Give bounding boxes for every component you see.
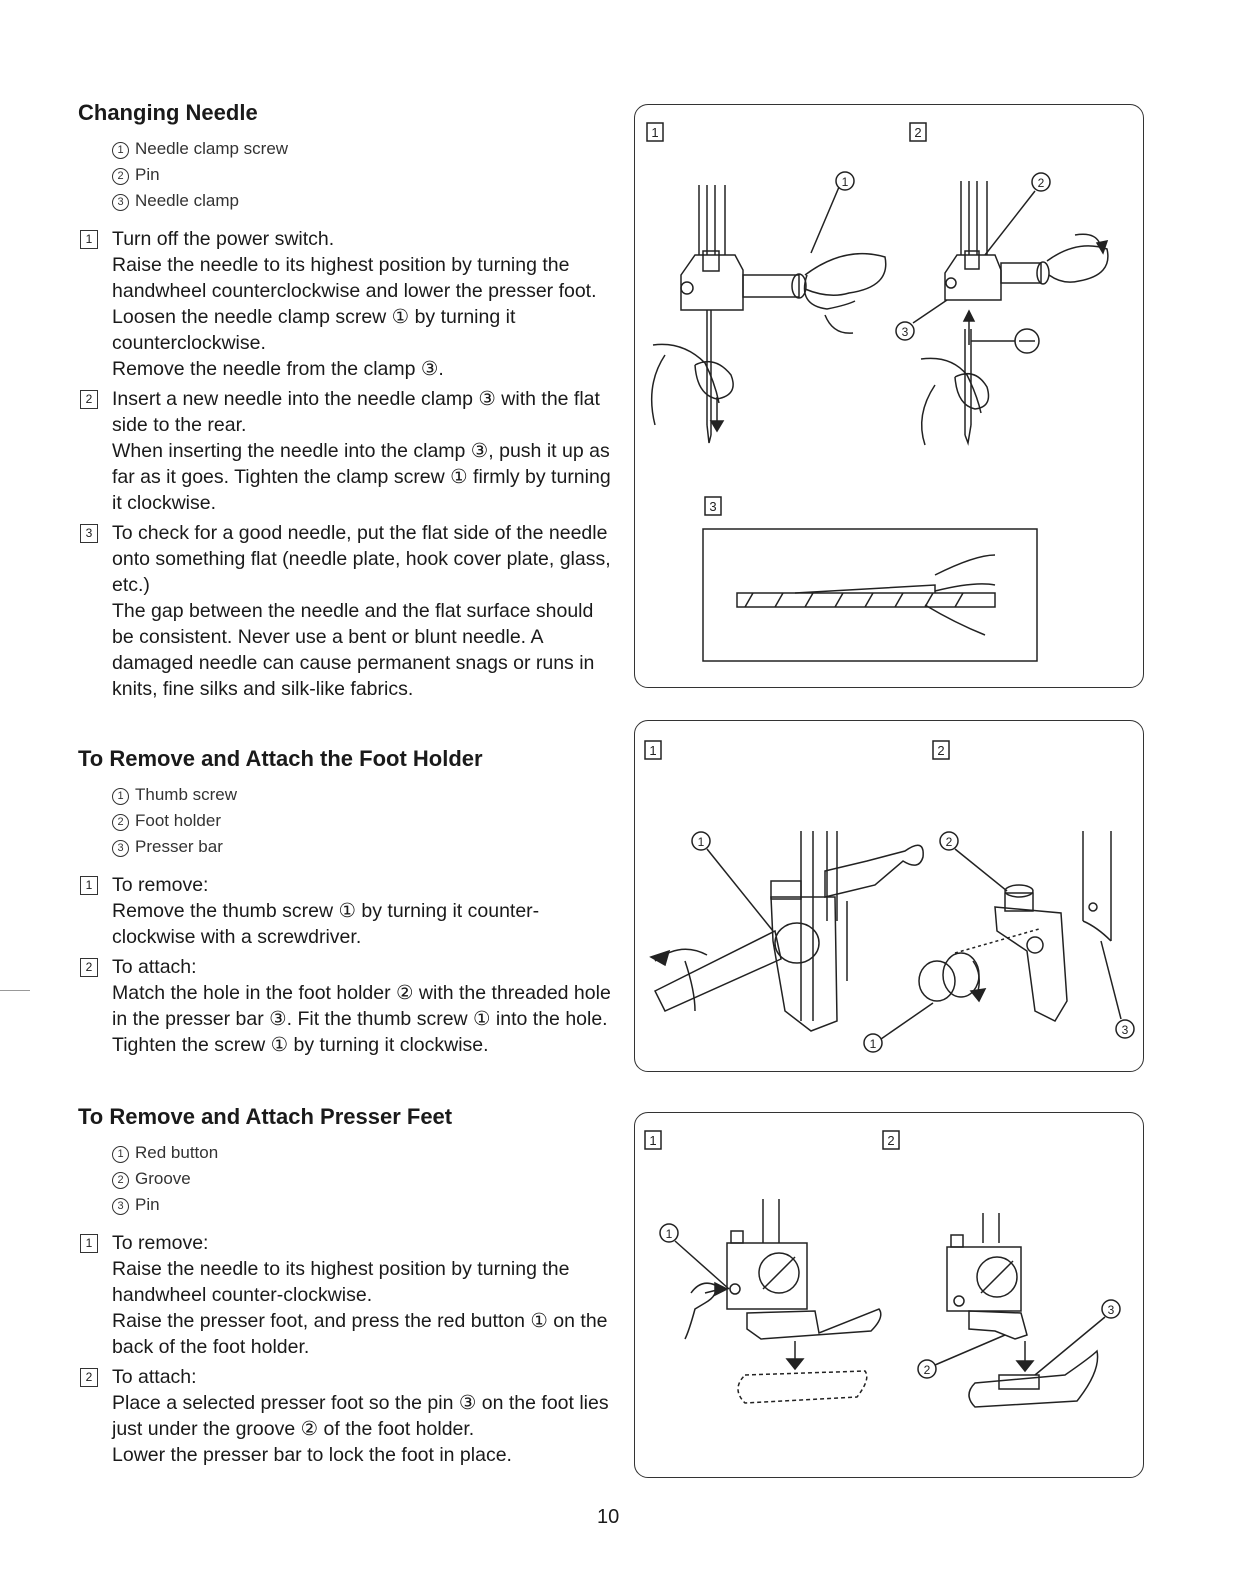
step-2: 2 To attach: Match the hole in the foot holder ② with the threaded hole in the presser bar ③. Fit the thumb screw ① into the hole. Tighten the screw ① by turning it clockwise. [78, 954, 618, 1058]
presser-feet-illustration [635, 1113, 1143, 1477]
legend-item: 2 Pin [112, 162, 618, 188]
section-changing-needle [78, 100, 618, 702]
presser-feet-illustration-panel [634, 1112, 1144, 1478]
step-1: 1 To remove: Raise the needle to its highest position by turning the handwheel counter-clockwise. Raise the presser foot, and press the red button ① on the back of the foot holder. [78, 1230, 618, 1360]
thumb-screw-attach-drawing [864, 831, 1134, 1052]
callout-number: 1 [841, 175, 849, 189]
needle-illustration-panel [634, 104, 1144, 688]
legend-item: 1 Red button [112, 1140, 618, 1166]
step-number: 2 [80, 1368, 98, 1387]
legend-item: 2 Foot holder [112, 808, 618, 834]
section-foot-holder [78, 746, 618, 1058]
legend-item: 3 Presser bar [112, 834, 618, 860]
legend-item: 1 Needle clamp screw [112, 136, 618, 162]
section-presser-feet [78, 1104, 618, 1468]
parts-legend [112, 136, 618, 214]
callout-number: 1 [697, 835, 705, 849]
callout-number: 3 [901, 325, 909, 339]
parts-legend [112, 782, 618, 860]
callout-number: 1 [869, 1037, 877, 1051]
callout-number: 1 [665, 1227, 673, 1241]
needle-illustration [635, 105, 1143, 687]
callout-number: 2 [923, 1363, 931, 1377]
parts-legend [112, 1140, 618, 1218]
foot-holder-illustration-panel [634, 720, 1144, 1072]
step-2: 2 Insert a new needle into the needle clamp ③ with the flat side to the rear. When inserting the needle into the clamp ③, push it up as far as it goes. Tighten the clamp screw ① firmly by turning it clockwise. [78, 386, 618, 516]
svg-text:1: 1 [649, 743, 657, 758]
section-title: To Remove and Attach the Foot Holder [78, 746, 483, 771]
legend-item: 3 Needle clamp [112, 188, 618, 214]
step-number: 2 [80, 958, 98, 977]
step-1: 1 To remove: Remove the thumb screw ① by turning it counter-clockwise with a screwdriver. [78, 872, 618, 950]
step-number: 2 [80, 390, 98, 409]
callout-number: 3 [1107, 1303, 1115, 1317]
section-title: Changing Needle [78, 100, 258, 125]
callout-number: 2 [1037, 176, 1045, 190]
step-2: 2 To attach: Place a selected presser foot so the pin ③ on the foot lies just under the groove ② of the foot holder. Lower the presser bar to lock the foot in place. [78, 1364, 618, 1468]
margin-mark [0, 990, 30, 991]
svg-text:2: 2 [887, 1133, 895, 1148]
step-3: 3 To check for a good needle, put the flat side of the needle onto something flat (needle plate, hook cover plate, glass, etc.) The gap between the needle and the flat surface should be consistent. Never use a bent or blunt needle. A damaged needle can cause permanent snags or runs in knits, fine silks and silk-like fabrics. [78, 520, 618, 702]
callout-number: 2 [945, 835, 953, 849]
step-number: 1 [80, 1234, 98, 1253]
svg-text:3: 3 [709, 499, 717, 514]
page-number: 10 [597, 1506, 620, 1528]
needle-clamp-drawing-2 [896, 173, 1108, 445]
legend-item: 3 Pin [112, 1192, 618, 1218]
step-number: 1 [80, 876, 98, 895]
callout-number: 3 [1121, 1023, 1129, 1037]
foot-holder-illustration [635, 721, 1143, 1071]
step-number: 3 [80, 524, 98, 543]
needle-clamp-drawing-1 [652, 172, 886, 443]
legend-item: 1 Thumb screw [112, 782, 618, 808]
thumb-screw-removal-drawing [651, 831, 923, 1031]
svg-text:1: 1 [651, 125, 659, 140]
step-1: 1 Turn off the power switch. Raise the needle to its highest position by turning the handwheel counterclockwise and lower the presser foot. Loosen the needle clamp screw ① by turning it counterclockwise. Remove the needle from the clamp ③. [78, 226, 618, 382]
section-title: To Remove and Attach Presser Feet [78, 1104, 453, 1129]
flat-surface-check-drawing [703, 529, 1037, 661]
svg-text:1: 1 [649, 1133, 657, 1148]
svg-text:2: 2 [914, 125, 922, 140]
svg-text:2: 2 [937, 743, 945, 758]
presser-foot-removal-drawing [660, 1199, 881, 1403]
legend-item: 2 Groove [112, 1166, 618, 1192]
presser-foot-attach-drawing [918, 1213, 1120, 1407]
step-number: 1 [80, 230, 98, 249]
